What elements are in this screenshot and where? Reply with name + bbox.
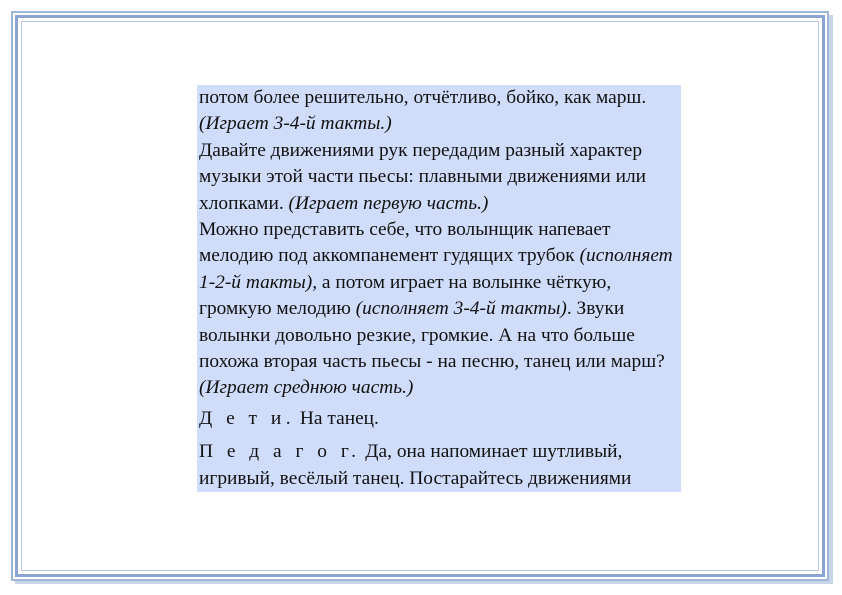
paragraph-4 xyxy=(199,406,679,432)
text-run: На танец. xyxy=(295,407,379,429)
text-run: Можно представить себе, что волынщик напевает мелодию под аккомпанемент гудящих трубок xyxy=(199,219,611,267)
stage-direction: (Играет первую часть.) xyxy=(288,192,489,214)
text-run: Давайте движениями рук передадим разный характер музыки этой части пьесы: плавными движениями или хлопками. xyxy=(199,139,647,214)
speaker-label: П е д а г о г. xyxy=(199,441,361,463)
paragraph-3 xyxy=(199,217,679,402)
stage-direction: (Играет 3-4-й такты.) xyxy=(199,113,392,135)
paragraph-1 xyxy=(199,85,679,138)
frame-shadow-bottom xyxy=(15,581,833,584)
stage-direction: (исполняет 1-2-й такты), xyxy=(199,245,673,293)
text-run: потом более решительно, отчётливо, бойко, как марш. xyxy=(199,87,647,108)
text-run: Да, она напоминает шутливый, игривый, весёлый танец. Постарайтесь движениями xyxy=(199,441,632,489)
text-run: . Звуки волынки довольно резкие, громкие. А на что больше похожа вторая часть пьесы - на песню, танец или марш? xyxy=(199,298,665,373)
stage-direction: (исполняет 3-4-й такты) xyxy=(355,298,567,320)
text-run: а потом играет на волынке чёткую, громкую мелодию xyxy=(199,271,612,320)
frame-shadow-right xyxy=(829,15,833,583)
paragraph-5 xyxy=(199,439,679,492)
stage-direction: (Играет среднюю часть.) xyxy=(199,377,414,399)
speaker-label: Д е т и. xyxy=(199,407,296,429)
paragraph-2 xyxy=(199,138,679,217)
text-block xyxy=(197,85,681,492)
